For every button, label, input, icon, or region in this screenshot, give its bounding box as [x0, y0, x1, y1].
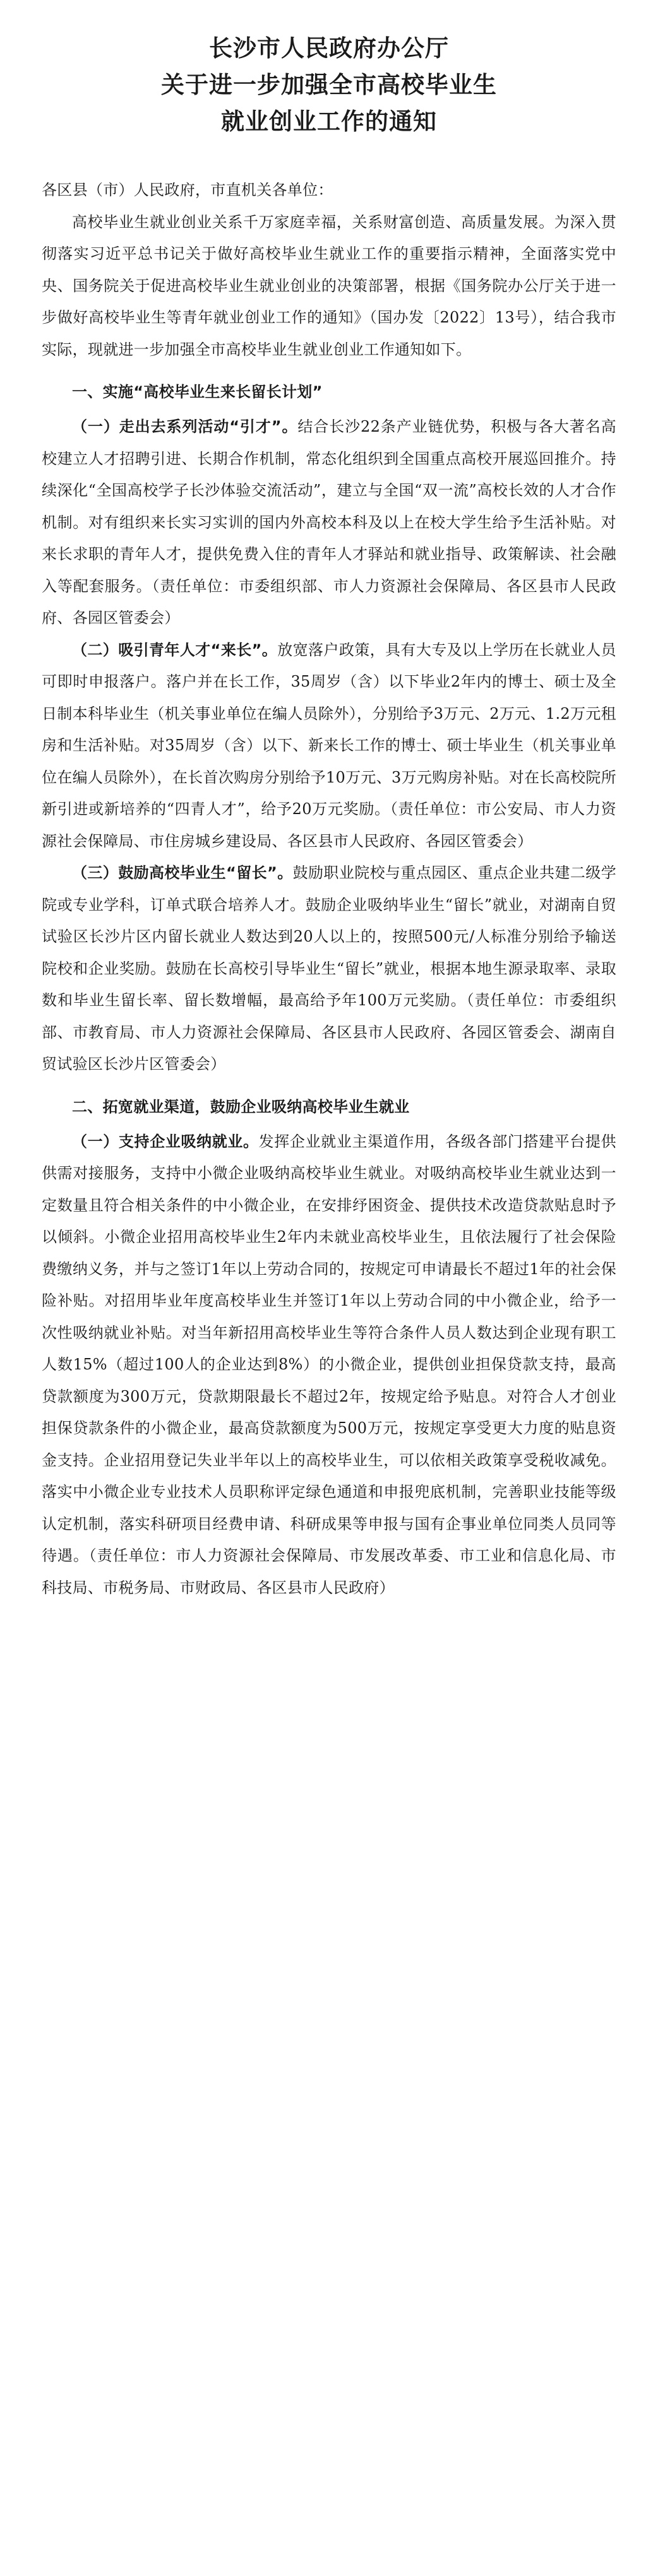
section-1-item-1-text: 结合长沙22条产业链优势，积极与各大著名高校建立人才招聘引进、长期合作机制，常态化组织到全国重点高校开展巡回推介。持续深化“全国高校学子长沙体验交流活动”，建立与全国“双一流”高校长效的人才合作机制。对有组织来长实习实训的国内外高校本科及以上在校大学生给予生活补贴。对来长求职的青年人才，提供免费入住的青年人才驿站和就业指导、政策解读、社会融入等配套服务。（责任单位：市委组织部、市人力资源社会保障局、各区县市人民政府、各园区管委会） [42, 418, 616, 627]
section-1-item-2-subheading: （二）吸引青年人才“来长”。 [72, 641, 278, 659]
addressee: 各区县（市）人民政府，市直机关各单位： [42, 181, 333, 199]
section-1-item-1-subheading: （一）走出去系列活动“引才”。 [72, 418, 298, 435]
intro-paragraph: 高校毕业生就业创业关系千万家庭幸福，关系财富创造、高质量发展。为深入贯彻落实习近平总书记关于做好高校毕业生就业工作的重要指示精神，全面落实党中央、国务院关于促进高校毕业生就业创业的决策部署，根据《国务院办公厅关于进一步做好高校毕业生等青年就业创业工作的通知》（国办发〔2022〕13号），结合我市实际，现就进一步加强全市高校毕业生就业创业工作通知如下。 [42, 213, 616, 358]
title-line-3: 就业创业工作的通知 [221, 108, 437, 135]
title-line-2: 关于进一步加强全市高校毕业生 [161, 71, 497, 98]
section-1-item-2-text: 放宽落户政策，具有大专及以上学历在长就业人员可即时申报落户。落户并在长工作，35周岁（含）以下毕业2年内的博士、硕士及全日制本科毕业生（机关事业单位在编人员除外），分别给予3万元、2万元、1.2万元租房和生活补贴。对35周岁（含）以下、新来长工作的博士、硕士毕业生（机关事业单位在编人员除外），在长首次购房分别给予10万元、3万元购房补贴。对在长高校院所新引进或新培养的“四青人才”，给予20万元奖励。（责任单位：市公安局、市人力资源社会保障局、市住房城乡建设局、各区县市人民政府、各园区管委会） [42, 641, 616, 850]
document-title [42, 30, 616, 140]
section-2-item-1-text: 发挥企业就业主渠道作用，各级各部门搭建平台提供供需对接服务，支持中小微企业吸纳高校毕业生就业。对吸纳高校毕业生就业达到一定数量且符合相关条件的中小微企业，在安排纾困资金、提供技术改造贷款贴息时予以倾斜。小微企业招用高校毕业生2年内未就业高校毕业生，且依法履行了社会保险费缴纳义务，并与之签订1年以上劳动合同的，按规定可申请最长不超过1年的社会保险补贴。对招用毕业年度高校毕业生并签订1年以上劳动合同的中小微企业，给予一次性吸纳就业补贴。对当年新招用高校毕业生等符合条件人员人数达到企业现有职工人数15%（超过100人的企业达到8%）的小微企业，提供创业担保贷款支持，最高贷款额度为300万元，贷款期限最长不超过2年，按规定给予贴息。对符合人才创业担保贷款条件的小微企业，最高贷款额度为500万元，按规定享受更大力度的贴息资金支持。企业招用登记失业半年以上的高校毕业生，可以依相关政策享受税收减免。落实中小微企业专业技术人员职称评定绿色通道和申报兜底机制，完善职业技能等级认定机制，落实科研项目经费申请、科研成果等申报与国有企事业单位同类人员同等待遇。（责任单位：市人力资源社会保障局、市发展改革委、市工业和信息化局、市科技局、市税务局、市财政局、各区县市人民政府） [42, 1132, 616, 1597]
section-1-heading: 一、实施“高校毕业生来长留长计划” [72, 383, 323, 401]
section-1-item-3-text: 鼓励职业院校与重点园区、重点企业共建二级学院或专业学科，订单式联合培养人才。鼓励企业吸纳毕业生“留长”就业，对湖南自贸试验区长沙片区内留长就业人数达到20人以上的，按照500元/人标准分别给予输送院校和企业奖励。鼓励在长高校引导毕业生“留长”就业，根据本地生源录取率、录取数和毕业生留长率、留长数增幅，最高给予年100万元奖励。（责任单位：市委组织部、市教育局、市人力资源社会保障局、各区县市人民政府、各园区管委会、湖南自贸试验区长沙片区管委会） [42, 864, 616, 1073]
section-2-heading: 二、拓宽就业渠道，鼓励企业吸纳高校毕业生就业 [72, 1097, 410, 1116]
section-1-item-3-subheading: （三）鼓励高校毕业生“留长”。 [72, 864, 293, 882]
section-1-item-1 [42, 411, 616, 634]
title-line-1: 长沙市人民政府办公厅 [209, 35, 449, 62]
section-2-item-1-subheading: （一）支持企业吸纳就业。 [72, 1132, 259, 1150]
section-1-item-3 [42, 857, 616, 1080]
section-2-item-1 [42, 1126, 616, 1604]
section-1-item-2 [42, 634, 616, 858]
